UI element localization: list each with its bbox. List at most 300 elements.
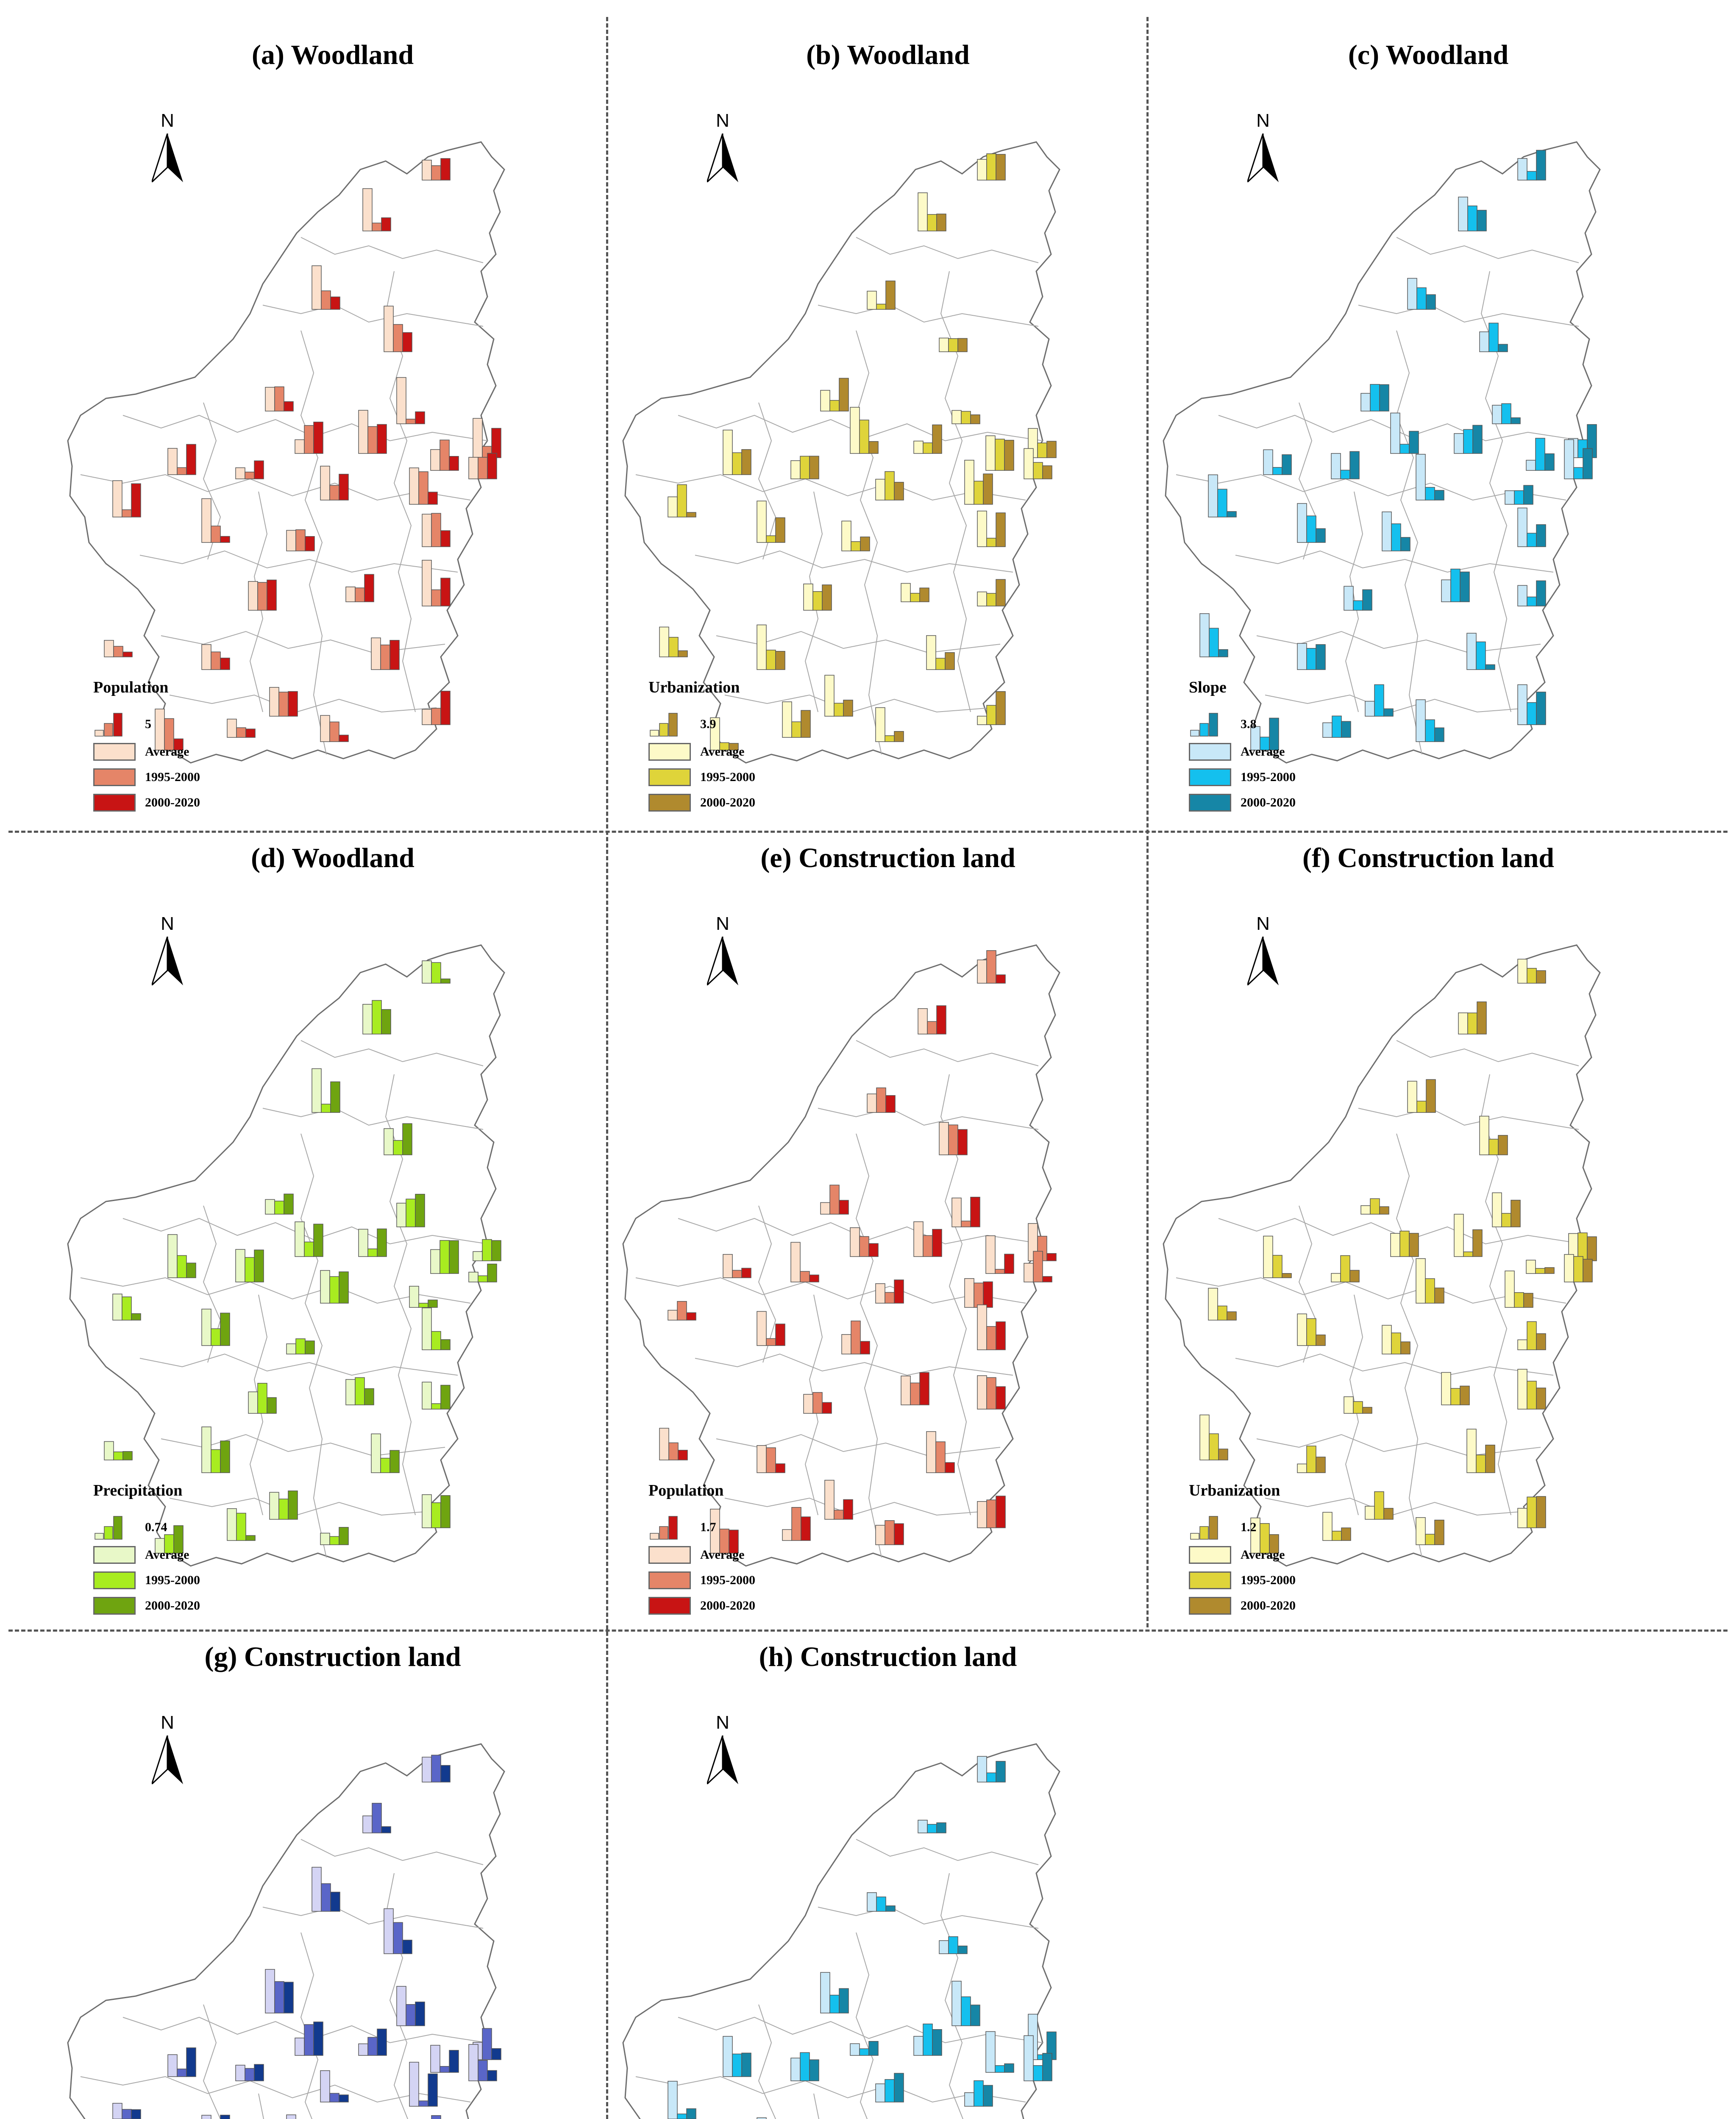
bar-1995-2000 [732,453,742,475]
legend-scale [1189,709,1296,739]
bar-average [901,584,910,602]
bar-average [1505,491,1514,504]
bar-2000-2020 [428,2074,437,2106]
bar-2000-2020 [1536,150,1546,180]
bar-1995-2000 [677,2114,687,2119]
bar-1995-2000 [419,2101,428,2106]
north-arrow [144,110,191,182]
bar-1995-2000 [1502,403,1511,424]
panel-title: (g) Construction land [204,1641,461,1672]
north-letter: N [716,1712,729,1733]
bar-2000-2020 [932,2030,942,2055]
bar-1995-2000 [478,2061,487,2081]
bar-1995-2000 [1514,491,1524,504]
bar-2000-2020 [886,1906,895,1911]
bar-2000-2020 [1498,1135,1508,1155]
bar-1995-2000 [1209,1434,1219,1460]
legend-row [648,790,755,815]
bar-2000-2020 [377,2029,387,2055]
bar-2000-2020 [983,1282,993,1307]
bar-2000-2020 [920,588,929,602]
bar-average [659,627,669,657]
bar-1995-2000 [381,1458,390,1473]
bar-1995-2000 [368,1249,377,1257]
bar-average [397,1203,406,1227]
bar-2000-2020 [1435,490,1444,500]
bar-1995-2000 [431,1503,441,1528]
bar-average [804,584,813,610]
bar-1995-2000 [766,536,776,542]
bar-average [1297,1464,1307,1473]
bar-2000-2020 [687,1313,696,1320]
bar-average [952,410,961,424]
bar-average [1518,159,1527,180]
bar-2000-2020 [131,2110,141,2119]
bar-1995-2000 [987,538,996,547]
bar-1995-2000 [974,481,983,504]
bar-1995-2000 [431,1404,441,1409]
north-arrow-icon [152,1735,183,1784]
bar-2000-2020 [1043,1276,1052,1282]
bar-2000-2020 [1409,1233,1419,1257]
bar-1995-2000 [440,2066,449,2072]
bar-1995-2000 [974,2081,983,2106]
bar-2000-2020 [1316,1335,1325,1346]
bar-2000-2020 [1435,1520,1444,1545]
bar-2000-2020 [843,1499,853,1519]
north-arrow [699,110,746,182]
bar-2000-2020 [1473,1230,1482,1257]
bar-1995-2000 [431,2116,441,2119]
bar-2000-2020 [776,518,785,542]
bar-1995-2000 [910,593,920,602]
legend-row [1189,739,1296,765]
bar-average [1208,1288,1218,1320]
bar-average [384,1129,393,1155]
bar-average [1416,1518,1425,1545]
bar-2000-2020 [377,1229,387,1257]
bar-average [1382,512,1391,551]
bar-1995-2000 [275,1201,284,1214]
bar-1995-2000 [949,1125,958,1155]
bar-average [1518,685,1527,725]
bar-glyph [939,338,967,352]
legend [93,1481,200,1618]
legend-swatch [1189,1597,1231,1615]
bar-average [168,1235,177,1278]
bar-2000-2020 [742,450,751,475]
bar-1995-2000 [830,1185,839,1214]
bar-1995-2000 [406,2005,415,2026]
bar-1995-2000 [330,1536,339,1545]
bar-2000-2020 [441,1766,450,1782]
bar-average [1416,1259,1425,1303]
bar-1995-2000 [987,154,996,180]
bar-1995-2000 [830,400,839,411]
bar-1995-2000 [1425,1534,1435,1545]
bar-2000-2020 [801,1517,810,1541]
bar-2000-2020 [1219,1449,1228,1460]
bar-2000-2020 [971,1197,980,1227]
bar-average [202,645,211,670]
bar-2000-2020 [1536,1388,1546,1409]
bar-1995-2000 [321,1884,331,1911]
bar-2000-2020 [1587,1237,1597,1261]
bar-2000-2020 [220,658,230,670]
bar-2000-2020 [1536,692,1546,725]
bar-2000-2020 [1004,1254,1014,1274]
bar-1995-2000 [372,1001,381,1034]
bar-2000-2020 [1380,385,1389,412]
bar-1995-2000 [830,1995,839,2013]
bar-1995-2000 [1218,1306,1227,1320]
bar-average [1467,633,1476,670]
bar-2000-2020 [1486,1445,1495,1473]
legend-row [1189,1568,1296,1593]
bar-1995-2000 [1574,467,1583,479]
bar-2000-2020 [339,735,348,742]
north-letter: N [1256,110,1270,131]
legend-title: Urbanization [648,679,740,696]
legend-swatch [1189,1546,1231,1564]
bar-average [1458,1013,1468,1034]
bar-average [104,640,114,657]
bar-average [227,1509,236,1541]
bar-1995-2000 [1425,1279,1435,1303]
bar-average [202,1309,211,1346]
bar-average [876,479,885,500]
bar-average [422,1382,431,1409]
bar-average [1454,434,1463,453]
panel-title: (f) Construction land [1302,843,1555,873]
bar-1995-2000 [885,1521,894,1545]
map-boundary [64,1636,602,2119]
bar-average [265,1199,275,1214]
bar-average [1297,503,1307,542]
bar-average [804,1394,813,1413]
bar-1995-2000 [876,1088,886,1112]
legend [1189,1481,1296,1618]
bar-2000-2020 [1316,645,1325,670]
bar-average [295,2038,304,2055]
bar-2000-2020 [958,1129,967,1155]
bar-2000-2020 [742,1268,751,1278]
bar-1995-2000 [1307,648,1316,670]
bar-1995-2000 [936,1442,945,1473]
bar-1995-2000 [177,2069,186,2077]
bar-1995-2000 [1468,1013,1477,1034]
bar-1995-2000 [431,962,441,983]
bar-average [312,266,321,309]
bar-2000-2020 [1282,1274,1291,1278]
bar-2000-2020 [1341,1528,1351,1541]
bar-2000-2020 [932,1229,942,1257]
bar-average [1480,332,1489,352]
bar-2000-2020 [839,1200,849,1214]
bar-glyph [248,580,276,610]
bar-average [104,1441,114,1460]
bar-1995-2000 [304,2024,314,2055]
bar-2000-2020 [1227,512,1236,517]
bar-2000-2020 [1043,466,1052,479]
panel-g [64,1636,602,2119]
map-boundary [619,1636,1157,2119]
bar-1995-2000 [122,1297,131,1320]
bar-1995-2000 [372,1803,381,1833]
region-outline [1163,945,1600,1566]
bar-1995-2000 [1391,524,1401,551]
separator-row-1 [8,831,1728,833]
bar-average [918,1820,927,1833]
legend-row [1189,1542,1296,1568]
bar-average [1518,1508,1527,1528]
bar-average [1416,454,1425,500]
bar-1995-2000 [1417,1101,1426,1112]
legend-row [648,1568,755,1593]
bar-1995-2000 [211,526,220,542]
bar-average [977,159,987,180]
bar-2000-2020 [186,2048,196,2077]
bar-2000-2020 [937,214,946,231]
bar-1995-2000 [279,1499,288,1519]
bar-2000-2020 [377,424,387,453]
bar-2000-2020 [390,1450,399,1473]
bar-2000-2020 [1511,418,1520,424]
bar-2000-2020 [996,1322,1005,1350]
bar-average [359,410,368,453]
bar-1995-2000 [961,412,971,424]
bar-2000-2020 [1401,537,1410,551]
bar-2000-2020 [492,2049,501,2060]
bar-2000-2020 [254,2064,264,2081]
legend-label: Average [1241,745,1285,759]
bar-average [952,1198,961,1227]
bar-1995-2000 [211,1449,220,1473]
bar-1995-2000 [927,1021,937,1034]
bar-2000-2020 [123,652,132,657]
bar-2000-2020 [1545,454,1554,470]
bar-2000-2020 [1435,1288,1444,1303]
bar-average [270,687,279,716]
bar-2000-2020 [441,531,450,547]
bar-1995-2000 [330,2093,339,2102]
bar-average [1024,2036,1033,2081]
bar-average [1331,1274,1341,1282]
bar-average [1492,1193,1502,1227]
bar-average [1416,700,1425,742]
bar-2000-2020 [958,1946,967,1954]
bar-1995-2000 [114,646,123,657]
bar-average [384,306,393,352]
bar-average [977,716,987,725]
bar-average [1200,1415,1209,1460]
bar-1995-2000 [1341,470,1350,479]
bar-glyph [965,1279,993,1307]
bar-1995-2000 [876,1897,886,1911]
bar-2000-2020 [305,537,314,551]
bar-average [977,592,987,606]
bar-2000-2020 [1536,581,1546,606]
bar-2000-2020 [983,474,993,504]
bar-2000-2020 [1282,455,1291,475]
bar-average [1467,1429,1476,1473]
bar-2000-2020 [869,442,878,453]
bar-2000-2020 [1536,525,1546,547]
bar-average [842,521,851,551]
bar-2000-2020 [822,1402,832,1413]
bar-average [1526,1260,1536,1274]
bar-glyph [422,1495,450,1528]
legend [93,678,200,815]
bar-average [409,1286,419,1307]
bar-1995-2000 [1038,443,1047,458]
bar-average [422,1757,431,1782]
bar-2000-2020 [1524,1293,1533,1307]
bar-average [1331,453,1341,479]
panel-title: (b) Woodland [806,39,970,70]
bar-2000-2020 [971,415,980,424]
bar-2000-2020 [1350,1270,1359,1282]
bar-average [939,1122,949,1155]
bar-2000-2020 [687,512,696,517]
bar-1995-2000 [995,2066,1004,2072]
north-arrow-icon [707,1735,738,1784]
bar-1995-2000 [330,1276,339,1303]
bar-2000-2020 [1363,1407,1372,1413]
bar-2000-2020 [314,422,323,453]
bar-1995-2000 [851,542,860,551]
legend-row [648,765,755,790]
legend-scale-icon [93,1515,125,1540]
legend-swatch [648,743,691,761]
bar-1995-2000 [1527,1497,1536,1528]
bar-average [1492,405,1502,424]
bar-average [202,2115,211,2119]
bar-1995-2000 [885,1293,894,1303]
bar-1995-2000 [923,2024,932,2055]
bar-2000-2020 [822,585,832,610]
bar-1995-2000 [1391,1333,1401,1354]
bar-2000-2020 [492,1240,501,1261]
bar-2000-2020 [1363,590,1372,610]
bar-1995-2000 [1353,601,1363,610]
bar-2000-2020 [839,1988,849,2013]
bar-average [312,1069,321,1112]
bar-average [346,587,355,602]
bar-average [320,1271,330,1303]
bar-2000-2020 [284,402,293,411]
bar-glyph [659,1428,687,1460]
bar-2000-2020 [131,484,141,517]
bar-2000-2020 [742,2053,751,2077]
bar-average [1564,439,1574,479]
bar-1995-2000 [927,214,937,231]
north-letter: N [716,110,729,131]
bar-average [986,1236,995,1274]
bar-1995-2000 [355,588,364,602]
legend-scale-value: 0.74 [145,1520,167,1534]
north-letter: N [716,913,729,934]
bar-2000-2020 [1047,441,1056,458]
region-outline [1163,142,1600,763]
bar-1995-2000 [885,472,894,500]
bar-average [265,1969,275,2013]
legend-row [93,1568,200,1593]
bar-2000-2020 [810,2060,819,2081]
bar-2000-2020 [364,1389,374,1405]
bar-1995-2000 [677,485,687,517]
bar-2000-2020 [1536,971,1546,983]
bar-2000-2020 [958,339,967,352]
bar-glyph [104,1441,132,1460]
bar-1995-2000 [1033,462,1043,479]
bar-average [236,1249,245,1282]
bar-average [757,501,766,542]
bar-2000-2020 [267,580,276,610]
bar-1995-2000 [1374,1492,1384,1519]
bar-average [422,560,431,606]
bar-average [939,1941,949,1954]
bar-2000-2020 [945,653,954,670]
bar-glyph [1200,1415,1228,1460]
bar-1995-2000 [279,692,288,716]
bar-2000-2020 [441,691,450,725]
north-letter: N [161,110,174,131]
bar-2000-2020 [1401,1342,1410,1354]
bar-1995-2000 [1374,685,1384,716]
bar-2000-2020 [894,2073,904,2102]
bar-average [236,2065,245,2081]
separator-col-1 [606,17,608,2119]
bar-1995-2000 [732,2054,742,2077]
bar-average [1480,1116,1489,1155]
bar-average [821,1972,830,2013]
bar-1995-2000 [1536,438,1545,470]
bar-2000-2020 [288,692,298,716]
bar-1995-2000 [936,658,945,670]
bar-1995-2000 [478,457,487,479]
legend-scale-icon [648,1515,681,1540]
bar-average [248,1392,258,1413]
bar-2000-2020 [441,1385,450,1409]
bar-average [1382,1325,1391,1354]
bar-average [1297,643,1307,670]
bar-average [939,338,949,352]
legend-swatch [93,1571,136,1589]
bar-average [918,1009,927,1034]
panel-f [1159,837,1697,1634]
bar-1995-2000 [1463,429,1473,453]
bar-2000-2020 [331,1892,340,1911]
bar-average [1518,1369,1527,1409]
bar-1995-2000 [419,1303,428,1307]
bar-2000-2020 [869,2041,878,2055]
bar-1995-2000 [766,650,776,670]
bar-average [757,625,766,670]
bar-2000-2020 [1227,1312,1236,1320]
legend-title: Slope [1189,679,1227,696]
bar-average [791,1242,800,1282]
bar-2000-2020 [1477,210,1486,231]
bar-average [473,1251,482,1261]
bar-2000-2020 [403,1123,412,1155]
legend-title: Urbanization [1189,1482,1280,1499]
legend [648,1481,755,1618]
bar-average [977,960,987,983]
bar-2000-2020 [810,456,819,479]
bar-1995-2000 [431,166,441,180]
bar-average [359,2044,368,2055]
